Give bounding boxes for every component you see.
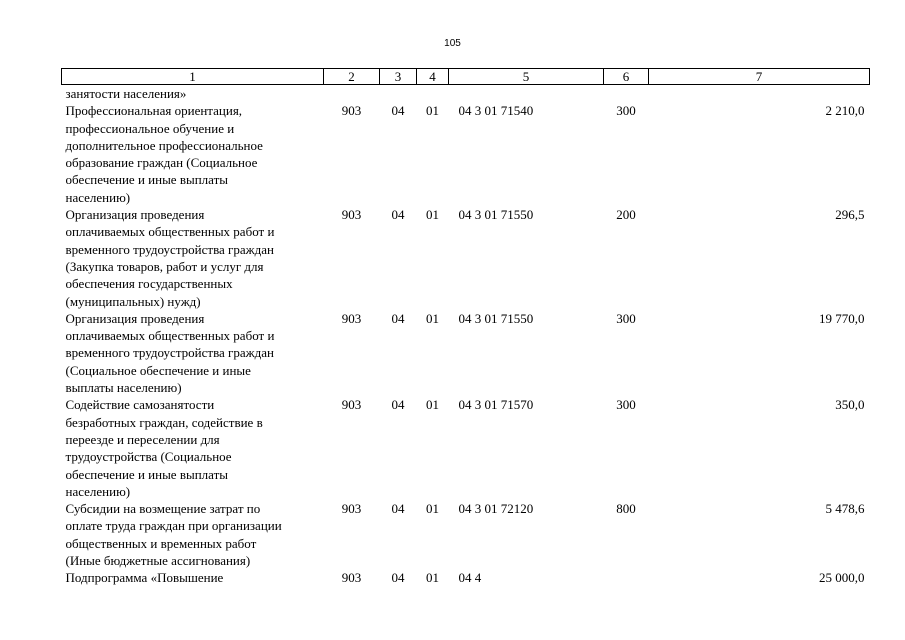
ministry-code: 903 — [341, 397, 362, 413]
description-line: (Закупка товаров, работ и услуг для — [65, 258, 264, 274]
description-line: населению) — [65, 483, 131, 499]
section-code: 04 — [391, 103, 405, 119]
header-col-7: 7 — [649, 69, 870, 85]
description-line: обеспечение и иные выплаты — [65, 172, 228, 188]
description-line: временного трудоустройства граждан — [65, 241, 274, 257]
amount: 5 478,6 — [825, 501, 865, 517]
expense-type-code — [604, 569, 649, 586]
description-line: населению) — [65, 189, 131, 205]
description-line: безработных граждан, содействие в — [65, 414, 263, 430]
description-line: образование граждан (Социальное — [65, 155, 258, 171]
row-description — [62, 102, 324, 206]
target-article-code: 04 4 — [458, 570, 482, 586]
description-line: общественных и временных работ — [65, 535, 257, 551]
expense-type-code: 200 — [616, 207, 636, 223]
description-line: Организация проведения — [65, 310, 205, 326]
section-code: 04 — [391, 207, 405, 223]
table-row — [62, 102, 870, 206]
budget-table — [61, 68, 870, 587]
ministry-code: 903 — [341, 570, 362, 586]
description-line: (Социальное обеспечение и иные — [65, 362, 251, 378]
description-line: оплате труда граждан при организации — [65, 518, 282, 534]
target-article-code: 04 3 01 71540 — [458, 103, 534, 119]
description-line: переезде и переселении для — [65, 431, 220, 447]
subsection-code: 01 — [426, 207, 439, 223]
description-line: Профессиональная ориентация, — [65, 103, 243, 119]
table-row — [62, 569, 870, 586]
description-line: обеспечение и иные выплаты — [65, 466, 228, 482]
description-line: трудоустройства (Социальное — [65, 449, 232, 465]
description-line: оплачиваемых общественных работ и — [65, 224, 275, 240]
target-article-code: 04 3 01 71570 — [458, 397, 534, 413]
subsection-code: 01 — [426, 103, 439, 119]
page-number: 105 — [444, 38, 461, 49]
amount: 19 770,0 — [819, 310, 865, 326]
row-description — [62, 206, 324, 310]
expense-type-code: 800 — [616, 501, 636, 517]
continuation-text: занятости населения» — [65, 86, 187, 101]
section-code: 04 — [391, 310, 405, 326]
table-row — [62, 206, 870, 310]
continuation-row — [62, 85, 870, 103]
amount: 25 000,0 — [819, 570, 865, 586]
amount: 2 210,0 — [825, 103, 865, 119]
description-line: (муниципальных) нужд) — [65, 293, 201, 309]
description-line: (Иные бюджетные ассигнования) — [65, 553, 251, 569]
header-col-4: 4 — [417, 69, 449, 85]
row-description — [62, 569, 324, 586]
expense-type-code: 300 — [616, 310, 636, 326]
expense-type-code: 300 — [616, 397, 636, 413]
description-line: Организация проведения — [65, 207, 205, 223]
row-description — [62, 500, 324, 569]
header-row — [62, 69, 870, 85]
description-line: дополнительное профессиональное — [65, 137, 263, 153]
subsection-code: 01 — [426, 397, 439, 413]
header-col-3: 3 — [380, 69, 417, 85]
description-line: обеспечения государственных — [65, 276, 233, 292]
section-code: 04 — [391, 570, 405, 586]
subsection-code: 01 — [426, 310, 439, 326]
section-code: 04 — [391, 397, 405, 413]
description-line: Субсидии на возмещение затрат по — [65, 501, 261, 517]
table-row — [62, 500, 870, 569]
expense-type-code: 300 — [616, 103, 636, 119]
ministry-code: 903 — [341, 103, 362, 119]
description-line: оплачиваемых общественных работ и — [65, 328, 275, 344]
row-description — [62, 396, 324, 500]
ministry-code: 903 — [341, 207, 362, 223]
header-col-6: 6 — [604, 69, 649, 85]
table-row — [62, 396, 870, 500]
row-description — [62, 310, 324, 396]
amount: 296,5 — [835, 207, 865, 223]
description-line: временного трудоустройства граждан — [65, 345, 274, 361]
header-col-2: 2 — [324, 69, 380, 85]
description-line: выплаты населению) — [65, 380, 182, 396]
description-line: профессиональное обучение и — [65, 120, 235, 136]
ministry-code: 903 — [341, 310, 362, 326]
ministry-code: 903 — [341, 501, 362, 517]
target-article-code: 04 3 01 71550 — [458, 207, 534, 223]
target-article-code: 04 3 01 71550 — [458, 310, 534, 326]
description-line: Подпрограмма «Повышение — [65, 570, 224, 586]
header-col-5: 5 — [449, 69, 604, 85]
subsection-code: 01 — [426, 570, 439, 586]
amount: 350,0 — [835, 397, 865, 413]
description-line: Содействие самозанятости — [65, 397, 215, 413]
header-col-1: 1 — [62, 69, 324, 85]
table-row — [62, 310, 870, 396]
target-article-code: 04 3 01 72120 — [458, 501, 534, 517]
subsection-code: 01 — [426, 501, 439, 517]
section-code: 04 — [391, 501, 405, 517]
